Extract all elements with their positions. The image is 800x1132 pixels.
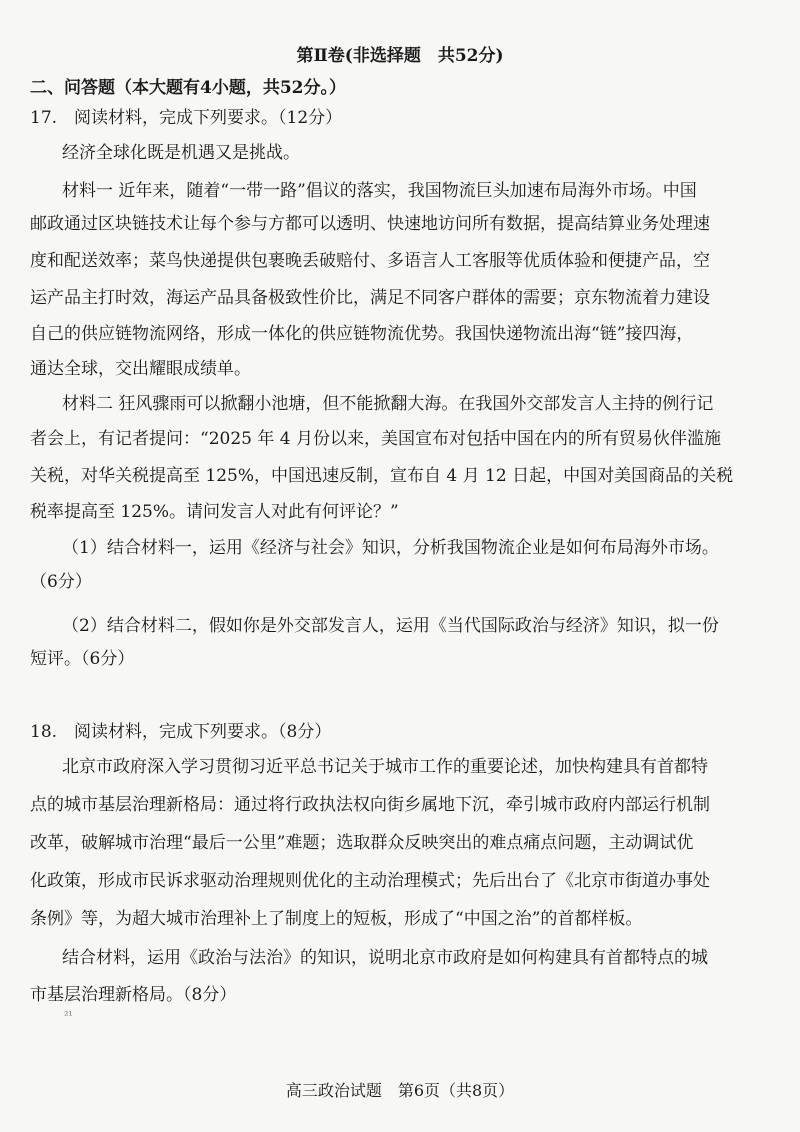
q17-material1-line: 材料一 近年来，随着“一带一路”倡议的落实，我国物流巨头加速布局海外市场。中国 [62, 181, 697, 201]
q17-material2-line: 者会上，有记者提问：“2025 年 4 月份以来，美国宣布对包括中国在内的所有贸易伙伴滥施 [30, 429, 721, 449]
q17-theme: 经济全球化既是机遇又是挑战。 [62, 143, 300, 163]
q18-para-line: 条例》等，为超大城市治理补上了制度上的短板，形成了“中国之治”的首都样板。 [30, 909, 643, 929]
q17-material1-line: 度和配送效率；菜鸟快递提供包裹晚丢破赔付、多语言人工客服等优质体验和便捷产品，空 [30, 251, 710, 271]
q17-sub2-score: 短评。（6分） [30, 649, 135, 669]
q18-task: 市基层治理新格局。（8分） [30, 985, 237, 1005]
q17-sub2: （2）结合材料二，假如你是外交部发言人，运用《当代国际政治与经济》知识，拟一份 [62, 616, 719, 636]
q17-sub1-score: （6分） [30, 572, 92, 592]
q17-material1-line: 运产品主打时效，海运产品具备极致性价比，满足不同客户群体的需要；京东物流着力建设 [30, 288, 710, 308]
q17-sub1: （1）结合材料一，运用《经济与社会》知识，分析我国物流企业是如何布局海外市场。 [62, 538, 719, 558]
part-title: 第Ⅱ卷(非选择题 共52分) [296, 46, 504, 66]
q17-material2-line: 材料二 狂风骤雨可以掀翻小池塘，但不能掀翻大海。在我国外交部发言人主持的例行记 [62, 394, 714, 414]
q17-material2-line: 税率提高至 125%。请问发言人对此有何评论？” [30, 502, 399, 522]
stray-mark: ²¹ [64, 1009, 73, 1022]
q18-para-line: 点的城市基层治理新格局：通过将行政执法权向街乡属地下沉，牵引城市政府内部运行机制 [30, 795, 710, 815]
q17-material2-line: 关税，对华关税提高至 125%，中国迅速反制，宣布自 4 月 12 日起，中国对美国商品的关税 [30, 466, 734, 486]
q17-material1-line: 自己的供应链物流网络，形成一体化的供应链物流优势。我国快递物流出海“链”接四海， [30, 324, 694, 344]
section-heading: 二、问答题（本大题有4小题，共52分。） [30, 78, 346, 98]
page-footer: 高三政治试题 第6页（共8页） [285, 1081, 515, 1100]
q18-stem: 18. 阅读材料，完成下列要求。（8分） [30, 722, 332, 742]
q17-material1-line: 邮政通过区块链技术让每个参与方都可以透明、快速地访问所有数据，提高结算业务处理速 [30, 214, 710, 234]
q17-stem: 17. 阅读材料，完成下列要求。（12分） [30, 108, 343, 128]
q18-para-line: 北京市政府深入学习贯彻习近平总书记关于城市工作的重要论述，加快构建具有首都特 [62, 757, 708, 777]
q18-task: 结合材料，运用《政治与法治》的知识，说明北京市政府是如何构建具有首都特点的城 [62, 948, 708, 968]
q17-material1-line: 通达全球，交出耀眼成绩单。 [30, 359, 251, 379]
q18-para-line: 化政策，形成市民诉求驱动治理规则优化的主动治理模式；先后出台了《北京市街道办事处 [30, 871, 710, 891]
q18-para-line: 改革，破解城市治理“最后一公里”难题；选取群众反映突出的难点痛点问题，主动调试优 [30, 833, 694, 853]
